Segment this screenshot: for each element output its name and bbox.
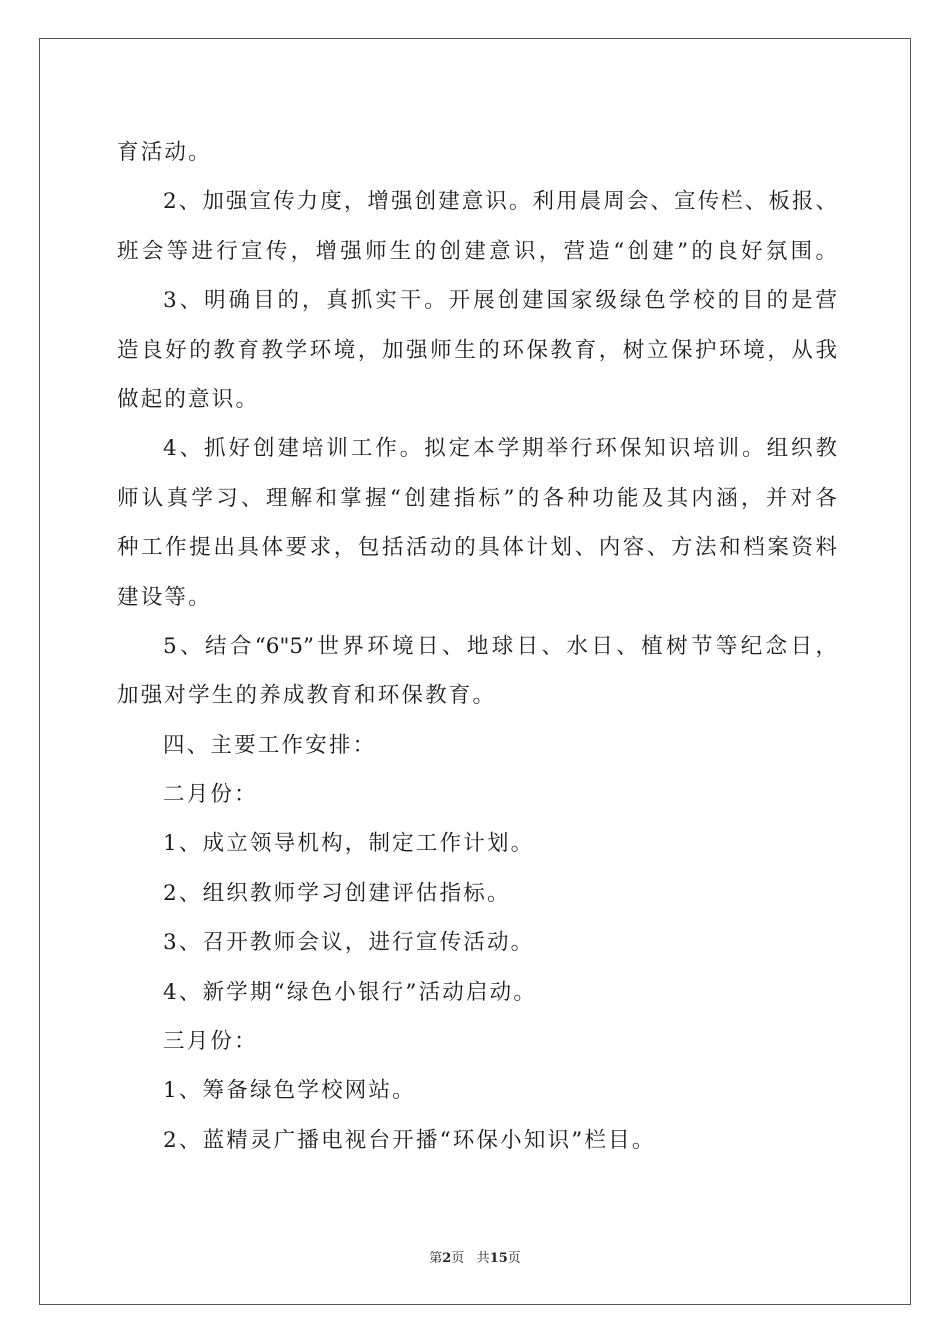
text-line: 育活动。 (117, 140, 212, 165)
text-line: 3、明确目的，真抓实干。开展创建国家级绿色学校的目的是营 (163, 288, 837, 314)
total-prefix: 共 (476, 1251, 490, 1266)
page-prefix: 第 (429, 1251, 443, 1266)
text-line: 建设等。 (117, 584, 212, 610)
text-line: 4、抓好创建培训工作。拟定本学期举行环保知识培训。组织教 (163, 436, 837, 462)
total-pages: 15 (489, 1251, 508, 1266)
page-footer (0, 1247, 950, 1266)
text-line: 三月份： (163, 1029, 258, 1055)
text-line: 做起的意识。 (117, 386, 260, 412)
text-line: 5、结合“6"5”世界环境日、地球日、水日、植树节等纪念日， (163, 633, 837, 659)
text-line: 2、加强宣传力度，增强创建意识。利用晨周会、宣传栏、板报、 (163, 189, 837, 215)
total-suffix: 页 (507, 1251, 521, 1266)
text-line: 二月份： (163, 782, 258, 808)
page-suffix: 页 (451, 1251, 465, 1266)
text-line: 四、主要工作安排： (163, 732, 377, 758)
text-line: 造良好的教育教学环境，加强师生的环保教育，树立保护环境，从我 (117, 337, 837, 363)
text-line: 2、蓝精灵广播电视台开播“环保小知识”栏目。 (163, 1127, 656, 1153)
text-line: 3、召开教师会议，进行宣传活动。 (163, 930, 535, 956)
text-line: 1、筹备绿色学校网站。 (163, 1078, 416, 1104)
text-line: 师认真学习、理解和掌握“创建指标”的各种功能及其内涵，并对各 (117, 485, 837, 511)
document-body (117, 128, 837, 1165)
text-line: 2、组织教师学习创建评估指标。 (163, 880, 511, 906)
text-line: 加强对学生的养成教育和环保教育。 (117, 683, 497, 709)
text-line: 1、成立领导机构，制定工作计划。 (163, 831, 535, 857)
text-line: 班会等进行宣传，增强师生的创建意识，营造“创建”的良好氛围。 (117, 238, 837, 264)
text-line: 种工作提出具体要求，包括活动的具体计划、内容、方法和档案资料 (117, 535, 837, 561)
text-line: 4、新学期“绿色小银行”活动启动。 (163, 979, 538, 1005)
page-number: 2 (442, 1251, 452, 1266)
